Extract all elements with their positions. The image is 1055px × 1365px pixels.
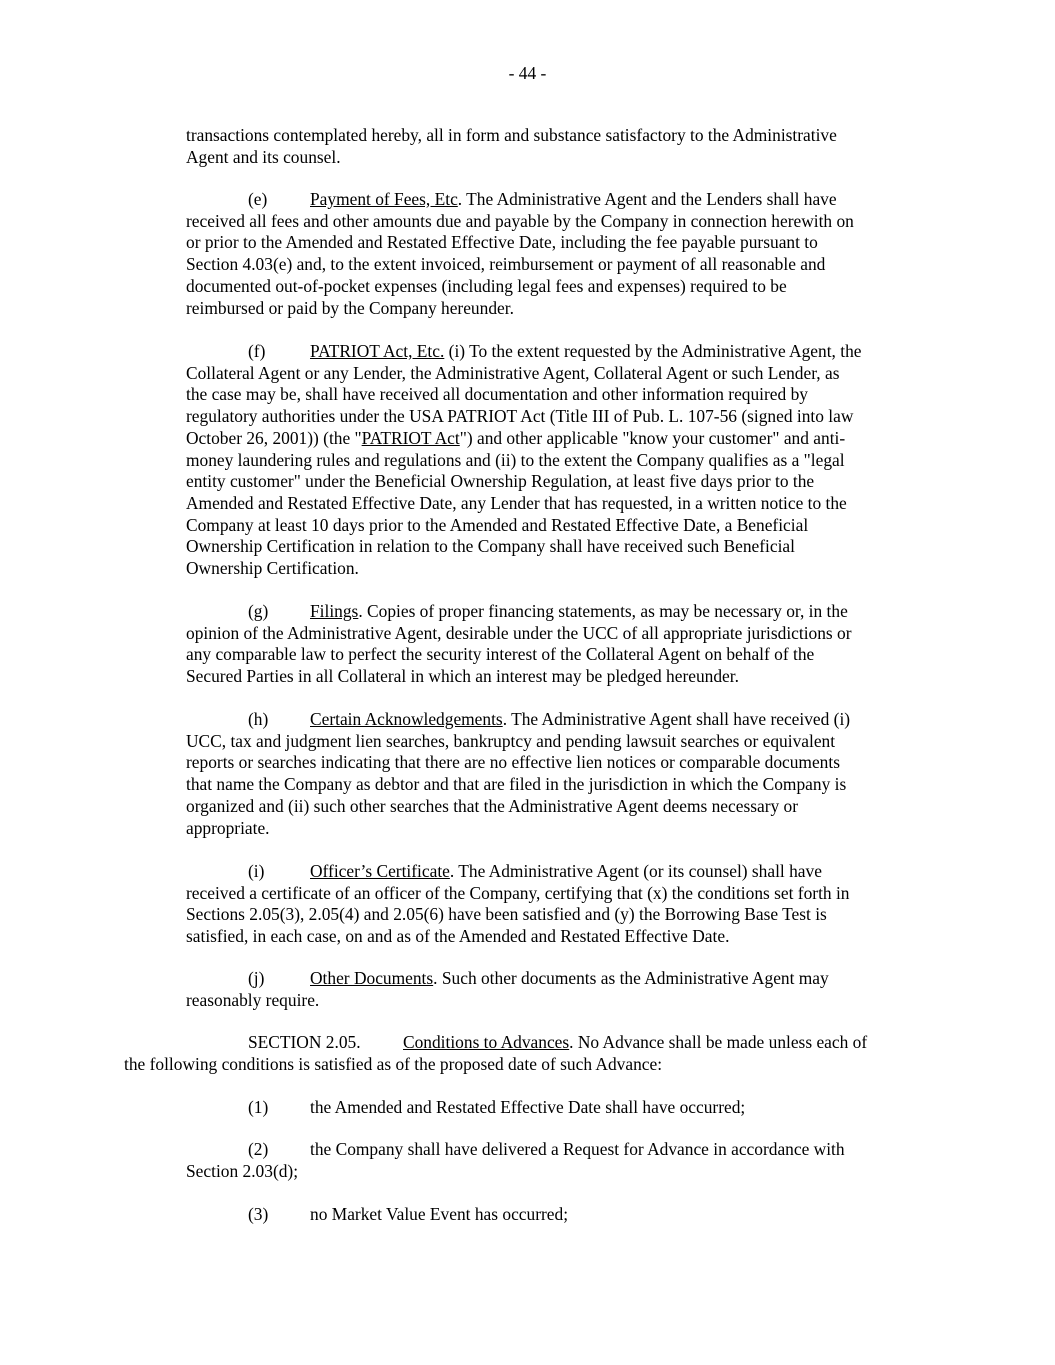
- section-heading: Conditions to Advances: [403, 1032, 570, 1052]
- text-line: reasonably require.: [186, 989, 320, 1010]
- clause-heading: PATRIOT Act, Etc.: [310, 341, 445, 361]
- clause-heading: Other Documents: [310, 968, 434, 988]
- text-line-definition: [186, 428, 931, 450]
- clause-j: [186, 968, 931, 1011]
- clause-heading-after: . The Administrative Agent shall have received (i): [502, 709, 851, 729]
- def-before: October 26, 2001)) (the ": [186, 427, 362, 448]
- condition-text: no Market Value Event has occurred;: [310, 1204, 569, 1224]
- text-line: reports or searches indicating that there are no effective lien notices or comparable documents: [186, 752, 840, 773]
- page-number: - 44 -: [508, 63, 547, 83]
- text-line: received a certificate of an officer of the Company, certifying that (x) the conditions set forth in: [186, 882, 850, 903]
- text-line: Amended and Restated Effective Date, any Lender that has requested, in a written notice to the: [186, 492, 847, 513]
- text-line: UCC, tax and judgment lien searches, bankruptcy and pending lawsuit searches or equivalent: [186, 730, 836, 751]
- condition-line: [186, 1204, 931, 1226]
- clause-heading-after: (i) To the extent requested by the Administrative Agent, the: [444, 341, 862, 361]
- clause-label: (h): [248, 709, 269, 729]
- text-line: Collateral Agent or any Lender, the Administrative Agent, Collateral Agent or such Lender, as: [186, 362, 840, 383]
- text-line: regulatory authorities under the USA PATRIOT Act (Title III of Pub. L. 107-56 (signed into law: [186, 406, 854, 427]
- section-heading-after: . No Advance shall be made unless each of: [569, 1032, 868, 1052]
- clause-label: (e): [248, 189, 268, 209]
- clause-label: (f): [248, 341, 266, 361]
- clause-first-line: [186, 861, 931, 883]
- condition-text: the Company shall have delivered a Request for Advance in accordance with: [310, 1139, 845, 1159]
- text-line: the following conditions is satisfied as of the proposed date of such Advance:: [124, 1053, 663, 1074]
- condition-label: (1): [248, 1097, 269, 1117]
- section-first-line: [124, 1032, 931, 1054]
- condition-label: (2): [248, 1139, 269, 1159]
- text-line: any comparable law to perfect the security interest of the Collateral Agent on behalf of the: [186, 644, 815, 665]
- text-line: the case may be, shall have received all documentation and other information required by: [186, 384, 808, 405]
- text-line: transactions contemplated hereby, all in form and substance satisfactory to the Administrative: [186, 125, 837, 145]
- clause-first-line: [186, 709, 931, 731]
- text-line: opinion of the Administrative Agent, desirable under the UCC of all appropriate jurisdictions or: [186, 622, 852, 643]
- text-line: money laundering rules and regulations and (ii) to the extent the Company qualifies as a "legal: [186, 449, 845, 470]
- intro-paragraph: [186, 125, 931, 168]
- text-line: Ownership Certification in relation to the Company shall have received such Beneficial: [186, 536, 795, 557]
- text-line: appropriate.: [186, 817, 270, 838]
- condition-3: [186, 1204, 931, 1226]
- text-line: satisfied, in each case, on and as of the Amended and Restated Effective Date.: [186, 926, 730, 947]
- clause-heading: Payment of Fees, Etc: [310, 189, 458, 209]
- condition-2: [186, 1139, 931, 1182]
- text-line: documented out-of-pocket expenses (including legal fees and expenses) required to be: [186, 275, 787, 296]
- clause-first-line: [186, 189, 931, 211]
- text-line: or prior to the Amended and Restated Effective Date, including the fee payable pursuant to: [186, 232, 818, 253]
- text-line: organized and (ii) such other searches that the Administrative Agent deems necessary or: [186, 795, 799, 816]
- text-line: entity customer" under the Beneficial Ownership Regulation, at least five days prior to the: [186, 471, 815, 492]
- clause-first-line: [186, 968, 931, 990]
- clause-f: [186, 341, 931, 580]
- clause-h: [186, 709, 931, 839]
- text-line: Company at least 10 days prior to the Amended and Restated Effective Date, a Beneficial: [186, 514, 809, 535]
- text-line: Agent and its counsel.: [186, 146, 341, 167]
- condition-line: [186, 1097, 931, 1119]
- condition-1: [186, 1097, 931, 1119]
- defined-term: PATRIOT Act: [361, 427, 460, 448]
- text-line: Sections 2.05(3), 2.05(4) and 2.05(6) have been satisfied and (y) the Borrowing Base Test is: [186, 904, 827, 925]
- condition-line: [186, 1139, 931, 1161]
- def-after: ") and other applicable "know your customer" and anti-: [459, 427, 846, 448]
- clause-heading: Certain Acknowledgements: [310, 709, 503, 729]
- text-line: received all fees and other amounts due and payable by the Company in connection herewith on: [186, 210, 854, 231]
- text-line: Ownership Certification.: [186, 558, 359, 579]
- text-line: Secured Parties in all Collateral in which an interest may be pledged hereunder.: [186, 666, 739, 687]
- clause-label: (j): [248, 968, 265, 988]
- clause-heading: Officer’s Certificate: [310, 861, 450, 881]
- clause-first-line: [186, 341, 931, 363]
- clause-i: [186, 861, 931, 948]
- clause-heading-after: . Copies of proper financing statements, as may be necessary or, in the: [358, 601, 848, 621]
- text-line: Section 4.03(e) and, to the extent invoiced, reimbursement or payment of all reasonable and: [186, 254, 826, 275]
- text-line: reimbursed or paid by the Company hereunder.: [186, 297, 514, 318]
- clause-e: [186, 189, 931, 319]
- text-line: Section 2.03(d);: [186, 1160, 299, 1181]
- section-2-05: [124, 1032, 931, 1075]
- clause-label: (i): [248, 861, 265, 881]
- condition-text: the Amended and Restated Effective Date shall have occurred;: [310, 1097, 746, 1117]
- clause-label: (g): [248, 601, 269, 621]
- clause-first-line: [186, 601, 931, 623]
- condition-label: (3): [248, 1204, 269, 1224]
- clause-heading-after: . The Administrative Agent (or its counsel) shall have: [449, 861, 822, 881]
- clause-heading-after: . The Administrative Agent and the Lenders shall have: [457, 189, 837, 209]
- section-number: SECTION 2.05.: [248, 1032, 361, 1052]
- clause-g: [186, 601, 931, 688]
- clause-heading: Filings: [310, 601, 359, 621]
- text-line: that name the Company as debtor and that are filed in the jurisdiction in which the Company is: [186, 774, 847, 795]
- clause-heading-after: . Such other documents as the Administrative Agent may: [433, 968, 829, 988]
